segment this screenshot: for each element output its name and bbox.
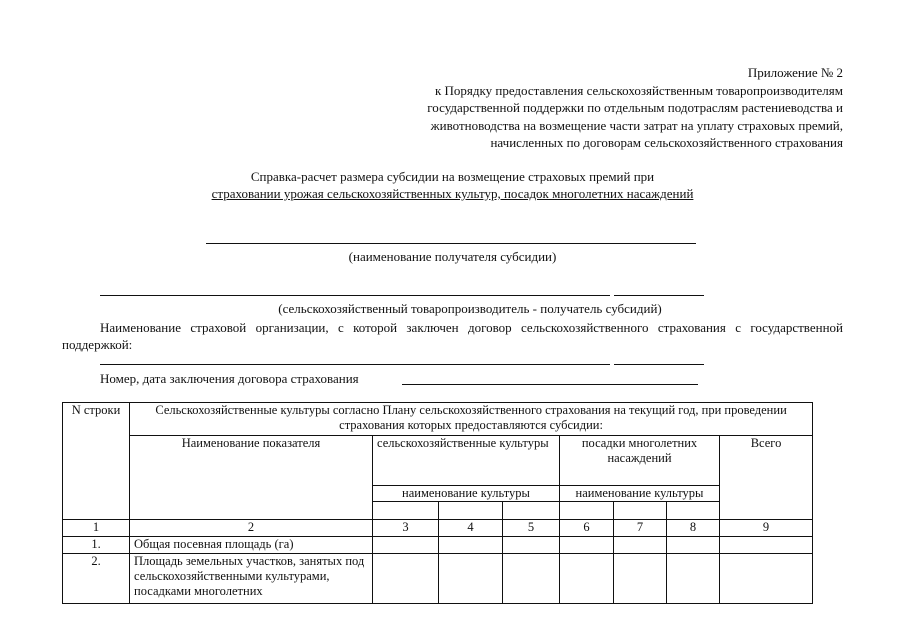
value-cell[interactable] <box>560 554 614 604</box>
value-cell[interactable] <box>560 537 614 554</box>
document-title <box>0 168 905 202</box>
appendix-line: государственной поддержки по отдельным подотраслям растениеводства и <box>427 100 843 116</box>
column-number: 6 <box>560 520 614 537</box>
table-main-header: Сельскохозяйственные культуры согласно Плану сельскохозяйственного страхования на текущий год, при проведении страхования которых предоставляются субсидии: <box>130 403 813 436</box>
col-crops-header: сельскохозяйственные культуры <box>373 436 560 486</box>
contract-label: Номер, дата заключения договора страхования <box>100 371 359 386</box>
value-cell[interactable] <box>373 554 439 604</box>
crop-name-cell[interactable] <box>439 502 503 520</box>
recipient-caption: (наименование получателя субсидии) <box>348 249 557 264</box>
appendix-line: животноводства на возмещение части затрат на уплату страховых премий, <box>430 117 843 133</box>
value-cell[interactable] <box>439 537 503 554</box>
insurer-label: Наименование страховой организации, с которой заключен договор сельскохозяйственного страхования с государственной поддержкой: <box>62 320 843 352</box>
producer-field-extra[interactable] <box>614 295 704 296</box>
table-row <box>63 537 813 554</box>
column-number: 8 <box>667 520 720 537</box>
contract-field[interactable] <box>402 384 698 385</box>
column-number: 7 <box>614 520 667 537</box>
value-cell[interactable] <box>667 554 720 604</box>
row-indicator-name: Площадь земельных участков, занятых под сельскохозяйственными культурами, посадками многолетних <box>130 554 373 604</box>
value-cell[interactable] <box>439 554 503 604</box>
col-indicator-header: Наименование показателя <box>130 436 373 520</box>
column-number: 9 <box>720 520 813 537</box>
perennial-name-cell[interactable] <box>614 502 667 520</box>
crop-name-cell[interactable] <box>373 502 439 520</box>
row-indicator-name: Общая посевная площадь (га) <box>130 537 373 554</box>
subsidy-table <box>62 402 813 604</box>
appendix-number: Приложение № 2 <box>747 65 843 80</box>
column-number: 2 <box>130 520 373 537</box>
perennial-name-cell[interactable] <box>560 502 614 520</box>
title-line-1: Справка-расчет размера субсидии на возмещение страховых премий при <box>250 169 655 184</box>
producer-field[interactable] <box>100 295 610 296</box>
column-number: 4 <box>439 520 503 537</box>
column-number: 1 <box>63 520 130 537</box>
appendix-header <box>427 64 843 152</box>
value-cell[interactable] <box>614 554 667 604</box>
appendix-line: начисленных по договорам сельскохозяйственного страхования <box>490 135 843 151</box>
crop-name-header: наименование культуры <box>373 486 560 502</box>
value-cell[interactable] <box>373 537 439 554</box>
perennial-name-header: наименование культуры <box>560 486 720 502</box>
value-cell[interactable] <box>667 537 720 554</box>
column-number: 3 <box>373 520 439 537</box>
table-row <box>63 554 813 604</box>
appendix-line: к Порядку предоставления сельскохозяйственным товаропроизводителям <box>434 82 843 98</box>
value-cell[interactable] <box>614 537 667 554</box>
title-line-2: страховании урожая сельскохозяйственных культур, посадок многолетних насаждений <box>211 186 694 201</box>
perennial-name-cell[interactable] <box>667 502 720 520</box>
col-total-header: Всего <box>720 436 813 520</box>
col-perennial-header: посадки многолетних насаждений <box>560 436 720 486</box>
value-cell[interactable] <box>720 554 813 604</box>
crop-name-cell[interactable] <box>503 502 560 520</box>
value-cell[interactable] <box>720 537 813 554</box>
value-cell[interactable] <box>503 537 560 554</box>
recipient-name-field[interactable] <box>206 243 696 244</box>
row-number: 2. <box>63 554 130 604</box>
column-number: 5 <box>503 520 560 537</box>
insurer-field[interactable] <box>100 364 610 365</box>
row-number: 1. <box>63 537 130 554</box>
producer-caption: (сельскохозяйственный товаропроизводитель - получатель субсидий) <box>278 301 662 316</box>
insurer-field-extra[interactable] <box>614 364 704 365</box>
col-row-number-header: N строки <box>63 403 130 520</box>
value-cell[interactable] <box>503 554 560 604</box>
